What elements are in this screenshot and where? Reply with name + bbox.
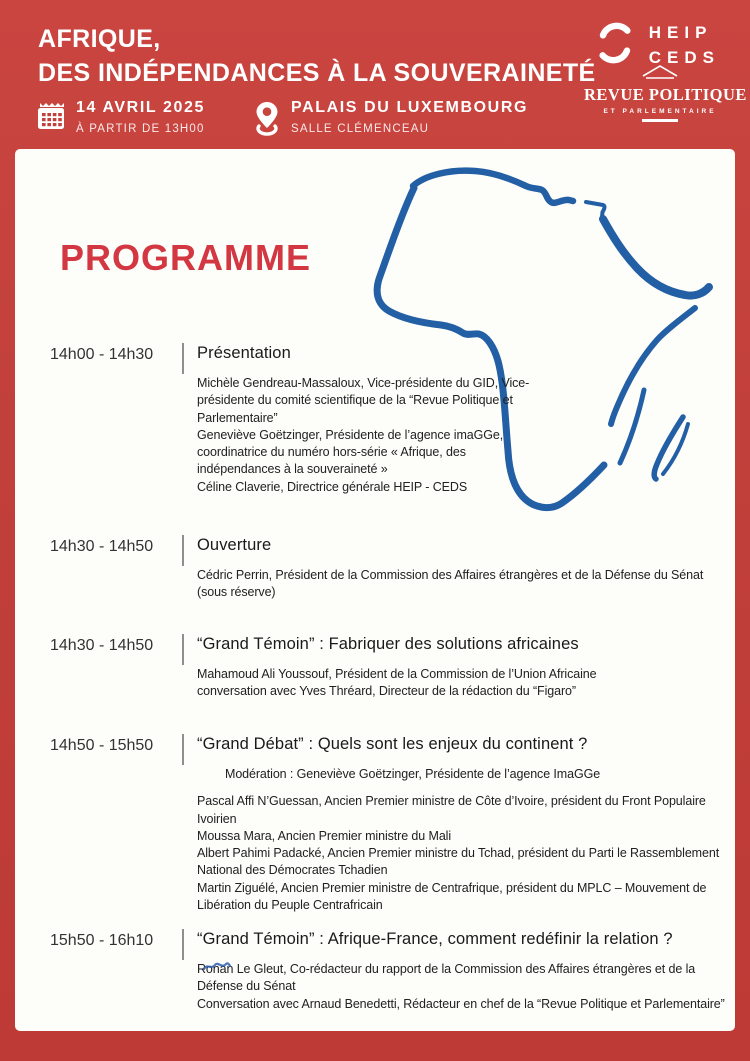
date-block [35, 99, 205, 135]
pediment-icon [640, 66, 680, 83]
venue-name: PALAIS DU LUXEMBOURG [291, 99, 529, 116]
item-detail: Mahamoud Ali Youssouf, Président de la Commission de l’Union Africaine [197, 667, 597, 681]
heip-ring-icon [593, 21, 637, 70]
item-detail: Geneviève Goëtzinger, Présidente de l’agence imaGGe, coordinatrice du numéro hors-série « Afrique, des indépendances à la souveraineté » [197, 427, 504, 477]
program-item [50, 930, 735, 1013]
item-detail: Moussa Mara, Ancien Premier ministre du Mali [197, 828, 452, 843]
program-item [50, 536, 735, 602]
event-title-line2: DES INDÉPENDANCES À LA SOUVERAINETÉ [38, 59, 596, 87]
item-detail: Martin Ziguélé, Ancien Premier ministre de Centrafrique, président du MPLC – Mouvement de Libération du Peuple Centrafricain [197, 880, 707, 912]
event-title-line1: AFRIQUE, [38, 25, 161, 53]
item-time: 14h30 - 14h50 [50, 538, 154, 555]
item-title: Ouverture [197, 536, 272, 554]
revue-logo-rule [642, 119, 678, 122]
calendar-icon [35, 100, 67, 137]
revue-politique-logo [584, 64, 747, 122]
item-title: “Grand Débat” : Quels sont les enjeux du continent ? [197, 735, 588, 753]
item-detail: Céline Claverie, Directrice générale HEIP - CEDS [197, 479, 468, 494]
vertical-divider [182, 929, 184, 960]
program-heading: PROGRAMME [60, 237, 311, 278]
vertical-divider [182, 734, 184, 765]
item-detail: Pascal Affi N’Guessan, Ancien Premier ministre de Côte d’Ivoire, président du Front Populaire Ivoirien [197, 794, 706, 826]
heip-logo-line2: CEDS [648, 48, 720, 67]
location-pin-icon [250, 100, 284, 141]
venue-room: SALLE CLÉMENCEAU [291, 123, 430, 135]
item-title: “Grand Témoin” : Fabriquer des solutions africaines [197, 635, 579, 653]
vertical-divider [182, 634, 184, 665]
program-item [50, 344, 542, 496]
program-item [50, 635, 596, 701]
item-detail: conversation avec Yves Thréard, Directeur de la rédaction du “Figaro” [197, 684, 576, 699]
item-time: 14h00 - 14h30 [50, 346, 154, 363]
item-detail: Cédric Perrin, Président de la Commission des Affaires étrangères et de la Défense du Sénat (sous réserve) [197, 568, 704, 600]
heip-ceds-logo [593, 20, 720, 70]
item-detail: Conversation avec Arnaud Benedetti, Rédacteur en chef de la “Revue Politique et Parlementaire” [197, 996, 725, 1011]
vertical-divider [182, 343, 184, 374]
event-start-time: À PARTIR DE 13H00 [76, 123, 205, 135]
revue-logo-line1: REVUE POLITIQUE [584, 85, 747, 104]
item-title: “Grand Témoin” : Afrique-France, comment redéfinir la relation ? [197, 930, 673, 948]
item-detail: Michèle Gendreau-Massaloux, Vice-présidente du GID, Vice-présidente du comité scientifique de la “Revue Politique et Parlementaire” [197, 376, 530, 425]
venue-block [250, 99, 528, 135]
vertical-divider [182, 535, 184, 566]
event-title [38, 22, 596, 90]
item-title: Présentation [197, 344, 291, 362]
item-detail: Ronan Le Gleut, Co-rédacteur du rapport de la Commission des Affaires étrangères et de la Défense du Sénat [197, 962, 696, 994]
item-moderation: Modération : Geneviève Goëtzinger, Présidente de l’agence ImaGGe [225, 767, 601, 781]
revue-logo-line2: ET PARLEMENTAIRE [603, 108, 717, 115]
program-item [50, 735, 735, 914]
program-card [15, 149, 735, 1031]
event-date: 14 AVRIL 2025 [76, 99, 206, 116]
item-time: 14h50 - 15h50 [50, 737, 154, 754]
item-detail: Albert Pahimi Padacké, Ancien Premier ministre du Tchad, président du Parti le Rassemblement National des Démocrates Tchadien [197, 846, 720, 878]
item-time: 14h30 - 14h50 [50, 637, 154, 654]
heip-logo-line1: HEIP [648, 23, 713, 42]
item-time: 15h50 - 16h10 [50, 932, 154, 949]
